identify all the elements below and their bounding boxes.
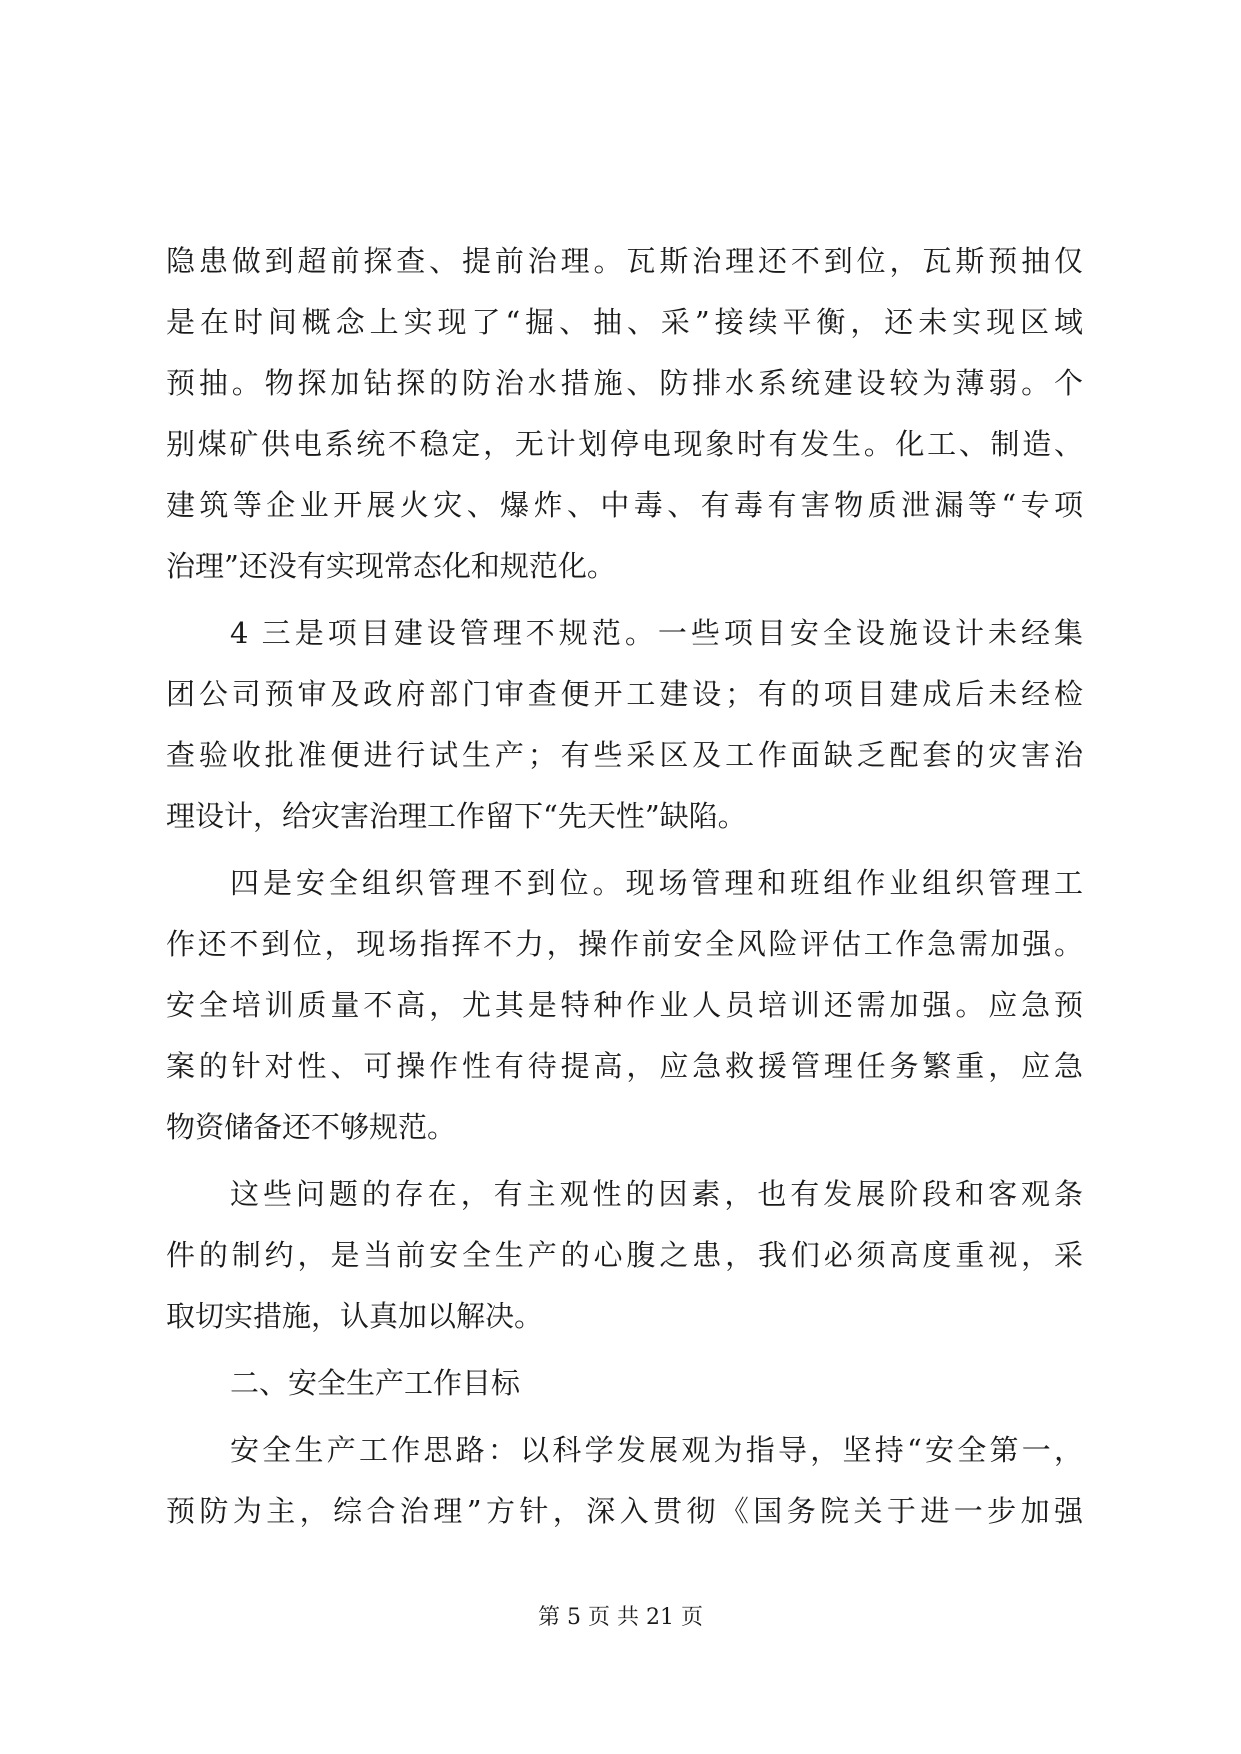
text-line: 4 三是项目建设管理不规范。一些项目安全设施设计未经集 xyxy=(230,616,1083,650)
document-body xyxy=(166,231,1083,1542)
text-line: 物资储备还不够规范。 xyxy=(166,1110,457,1144)
text-line: 是在时间概念上实现了“掘、抽、采”接续平衡，还未实现区域 xyxy=(166,305,1083,339)
text-line: 安全培训质量不高，尤其是特种作业人员培训还需加强。应急预 xyxy=(166,988,1083,1022)
paragraph-safety-organization xyxy=(166,853,1083,1158)
section-heading xyxy=(166,1353,1083,1414)
text-line: 这些问题的存在，有主观性的因素，也有发展阶段和客观条 xyxy=(230,1177,1083,1211)
text-line: 安全生产工作思路：以科学发展观为指导，坚持“安全第一， xyxy=(230,1433,1083,1467)
text-line: 预抽。物探加钻探的防治水措施、防排水系统建设较为薄弱。个 xyxy=(166,366,1083,400)
paragraph-hazard-control xyxy=(166,231,1083,597)
paragraph-problems-summary xyxy=(166,1164,1083,1347)
paragraph-project-management xyxy=(166,603,1083,847)
text-line: 隐患做到超前探查、提前治理。瓦斯治理还不到位，瓦斯预抽仅 xyxy=(166,244,1083,278)
text-line: 案的针对性、可操作性有待提高，应急救援管理任务繁重，应急 xyxy=(166,1049,1083,1083)
text-line: 别煤矿供电系统不稳定，无计划停电现象时有发生。化工、制造、 xyxy=(166,427,1083,461)
text-line: 建筑等企业开展火灾、爆炸、中毒、有毒有害物质泄漏等“专项 xyxy=(166,488,1083,522)
text-line: 团公司预审及政府部门审查便开工建设；有的项目建成后未经检 xyxy=(166,677,1083,711)
text-line: 查验收批准便进行试生产；有些采区及工作面缺乏配套的灾害治 xyxy=(166,738,1083,772)
text-line: 作还不到位，现场指挥不力，操作前安全风险评估工作急需加强。 xyxy=(166,927,1083,961)
heading-text: 二、安全生产工作目标 xyxy=(230,1366,521,1400)
text-line: 四是安全组织管理不到位。现场管理和班组作业组织管理工 xyxy=(230,866,1083,900)
text-line: 治理”还没有实现常态化和规范化。 xyxy=(166,549,616,583)
page-number-footer: 第 5 页 共 21 页 xyxy=(538,1605,703,1630)
text-line: 取切实措施，认真加以解决。 xyxy=(166,1299,544,1333)
text-line: 件的制约，是当前安全生产的心腹之患，我们必须高度重视，采 xyxy=(166,1238,1083,1272)
text-line: 预防为主，综合治理”方针，深入贯彻《国务院关于进一步加强 xyxy=(166,1494,1083,1528)
paragraph-work-approach xyxy=(166,1420,1083,1542)
text-line: 理设计，给灾害治理工作留下“先天性”缺陷。 xyxy=(166,799,747,833)
